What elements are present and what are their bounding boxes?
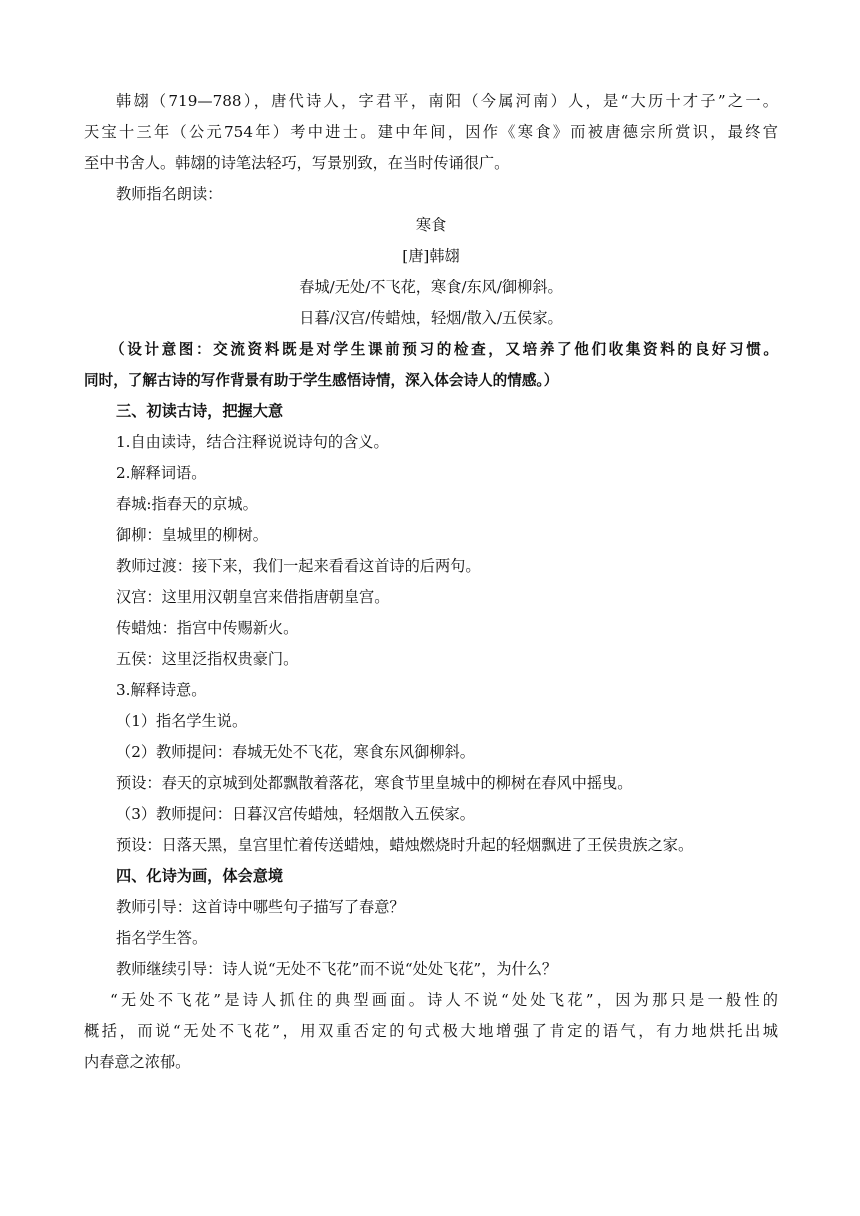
list-item: 3.解释诗意。 [116,681,207,699]
list-item: （3）教师提问：日暮汉宫传蜡烛，轻烟散入五侯家。 [116,805,475,823]
list-item: 传蜡烛：指宫中传赐新火。 [116,619,299,637]
intro-line-1: 韩翃（719—788），唐代诗人，字君平，南阳（今属河南）人，是“大历十才子”之一。 [116,92,778,110]
analysis-paragraph [84,985,778,1078]
list-item: 预设：春天的京城到处都飘散着落花，寒食节里皇城中的柳树在春风中摇曳。 [116,774,633,792]
section-four [84,861,778,1078]
read-aloud-instruction: 教师指名朗读： [116,185,223,203]
list-item: （1）指名学生说。 [116,712,248,730]
list-item: 教师继续引导：诗人说“无处不飞花”而不说“处处飞花”，为什么？ [116,960,558,978]
section-three [84,396,778,861]
list-item: 教师引导：这首诗中哪些句子描写了春意？ [116,898,405,916]
list-item: （2）教师提问：春城无处不飞花，寒食东风御柳斜。 [116,743,475,761]
intro-line-2: 天宝十三年（公元754年）考中进士。建中年间，因作《寒食》而被唐德宗所赏识，最终官 [84,123,778,141]
poem-block [84,210,778,334]
poem-line-1: 春城/无处/不飞花，寒食/东风/御柳斜。 [299,278,563,296]
design-note-line-1: （设计意图：交流资料既是对学生课前预习的检查，又培养了他们收集资料的良好习惯。 [110,341,778,358]
design-intent-note [84,334,778,396]
section-three-heading: 三、初读古诗，把握大意 [116,402,284,420]
list-item: 御柳：皇城里的柳树。 [116,526,268,544]
list-item: 预设：日落天黑，皇宫里忙着传送蜡烛，蜡烛燃烧时升起的轻烟飘进了王侯贵族之家。 [116,836,694,854]
author-intro [84,86,778,179]
list-item: 春城:指春天的京城。 [116,495,258,513]
analysis-line-3: 内春意之浓郁。 [84,1053,191,1071]
intro-line-3: 至中书舍人。韩翃的诗笔法轻巧，写景别致，在当时传诵很广。 [84,154,510,172]
poem-line-2: 日暮/汉宫/传蜡烛，轻烟/散入/五侯家。 [299,309,563,327]
list-item: 五侯：这里泛指权贵豪门。 [116,650,299,668]
list-item: 教师过渡：接下来，我们一起来看看这首诗的后两句。 [116,557,481,575]
section-four-heading: 四、化诗为画，体会意境 [116,867,284,885]
list-item: 汉宫：这里用汉朝皇宫来借指唐朝皇宫。 [116,588,390,606]
list-item: 1.自由读诗，结合注释说说诗句的含义。 [116,433,389,451]
list-item: 指名学生答。 [116,929,208,947]
design-note-line-2: 同时，了解古诗的写作背景有助于学生感悟诗情，深入体会诗人的情感。） [84,372,559,389]
analysis-line-2: 概括，而说“无处不飞花”，用双重否定的句式极大地增强了肯定的语气，有力地烘托出城 [84,1022,778,1040]
poem-author: [唐]韩翃 [402,247,460,265]
list-item: 2.解释词语。 [116,464,207,482]
analysis-line-1: “无处不飞花”是诗人抓住的典型画面。诗人不说“处处飞花”，因为那只是一般性的 [110,991,778,1009]
poem-title: 寒食 [415,216,447,234]
